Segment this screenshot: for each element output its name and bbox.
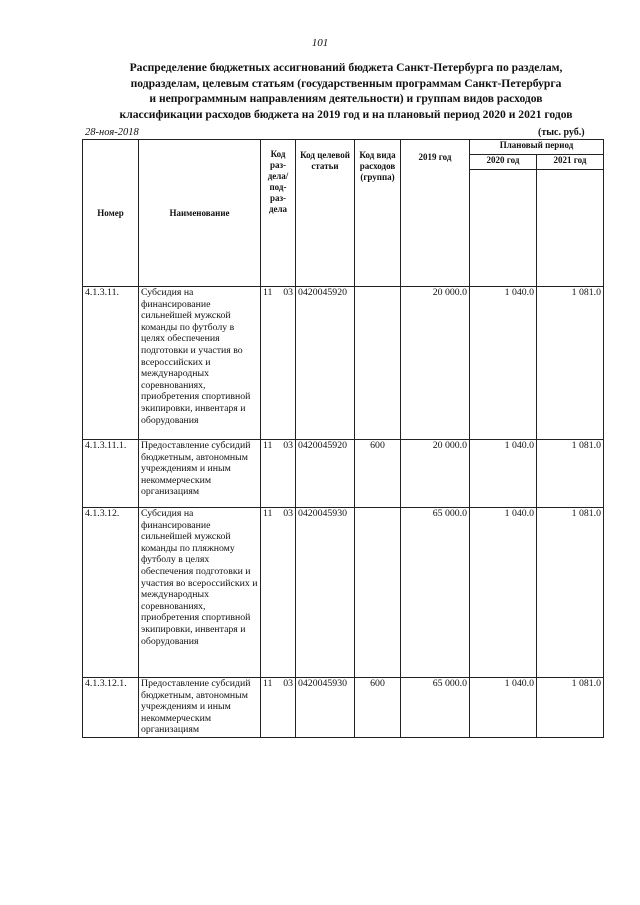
row-target-code: 0420045920 (296, 440, 355, 508)
row-expense-type (355, 508, 401, 678)
row-section-code: 11 (263, 678, 273, 689)
header-2021: 2021 год (537, 155, 604, 170)
title-line: и непрограммным направлениям деятельности) и группам видов расходов (149, 92, 543, 105)
table-row (83, 678, 604, 738)
page-number: 101 (311, 37, 329, 49)
header-type: Код вида расходов (группа) (355, 140, 401, 287)
row-subsection-code: 03 (283, 287, 293, 298)
row-amount-2019: 20 000.0 (401, 440, 470, 508)
row-subsection-code: 03 (283, 440, 293, 451)
table-row (83, 440, 604, 508)
header-name: Наименование (139, 140, 261, 287)
table-row (83, 287, 604, 440)
row-number: 4.1.3.11.1. (83, 440, 139, 508)
row-number: 4.1.3.11. (83, 287, 139, 440)
row-subsection-code: 03 (283, 508, 293, 519)
title-line: Распределение бюджетных ассигнований бюджета Санкт-Петербурга по разделам, (129, 61, 563, 74)
row-subsection-code: 03 (283, 678, 293, 689)
header-2019: 2019 год (401, 140, 470, 287)
title-line: подразделам, целевым статьям (государственным программам Санкт-Петербурга (130, 76, 562, 90)
row-name: Предоставление субсидий бюджетным, автономным учреждениям и иным некоммерческим организациям (139, 440, 261, 508)
row-amount-2020: 1 040.0 (470, 440, 537, 508)
row-name: Субсидия на финансирование сильнейшей мужской команды по футболу в целях обеспечения подготовки и участия во всероссийских и международных соревнованиях, приобретения спортивной экипировки, инвентаря и оборудования (139, 287, 261, 440)
header-number: Номер (83, 140, 139, 287)
row-expense-type: 600 (355, 440, 401, 508)
row-amount-2021: 1 081.0 (537, 287, 604, 440)
row-amount-2019: 65 000.0 (401, 508, 470, 678)
header-target: Код целевой статьи (296, 140, 355, 287)
row-amount-2020: 1 040.0 (470, 678, 537, 738)
row-name: Субсидия на финансирование сильнейшей мужской команды по пляжному футболу в целях обеспечения подготовки и участия во всероссийских и международных соревнованиях, приобретения спортивной экипировки, инвентаря и оборудования (139, 508, 261, 678)
row-section (261, 440, 296, 508)
row-number: 4.1.3.12. (83, 508, 139, 678)
table-row (83, 508, 604, 678)
row-section (261, 508, 296, 678)
budget-table (82, 139, 604, 738)
row-amount-2021: 1 081.0 (537, 440, 604, 508)
row-target-code: 0420045930 (296, 508, 355, 678)
row-section-code: 11 (263, 440, 273, 451)
row-expense-type: 600 (355, 678, 401, 738)
row-section-code: 11 (263, 508, 273, 519)
header-section: Код раз- дела/ под- раз- дела (261, 140, 296, 287)
title-line: классификации расходов бюджета на 2019 год и на плановый период 2020 и 2021 годов (119, 107, 573, 121)
header-2020: 2020 год (470, 155, 537, 170)
units-label: (тыс. руб.) (538, 127, 585, 138)
row-amount-2020: 1 040.0 (470, 287, 537, 440)
header-row (83, 140, 604, 155)
row-amount-2019: 20 000.0 (401, 287, 470, 440)
row-target-code: 0420045920 (296, 287, 355, 440)
row-section (261, 287, 296, 440)
row-section (261, 678, 296, 738)
row-amount-2021: 1 081.0 (537, 508, 604, 678)
row-expense-type (355, 287, 401, 440)
row-amount-2020: 1 040.0 (470, 508, 537, 678)
row-number: 4.1.3.12.1. (83, 678, 139, 738)
row-target-code: 0420045930 (296, 678, 355, 738)
row-amount-2019: 65 000.0 (401, 678, 470, 738)
row-section-code: 11 (263, 287, 273, 298)
document-title (86, 60, 606, 122)
header-plan-period: Плановый период (470, 140, 604, 155)
row-name: Предоставление субсидий бюджетным, автономным учреждениям и иным некоммерческим организациям (139, 678, 261, 738)
document-date: 28-ноя-2018 (85, 127, 139, 138)
row-amount-2021: 1 081.0 (537, 678, 604, 738)
